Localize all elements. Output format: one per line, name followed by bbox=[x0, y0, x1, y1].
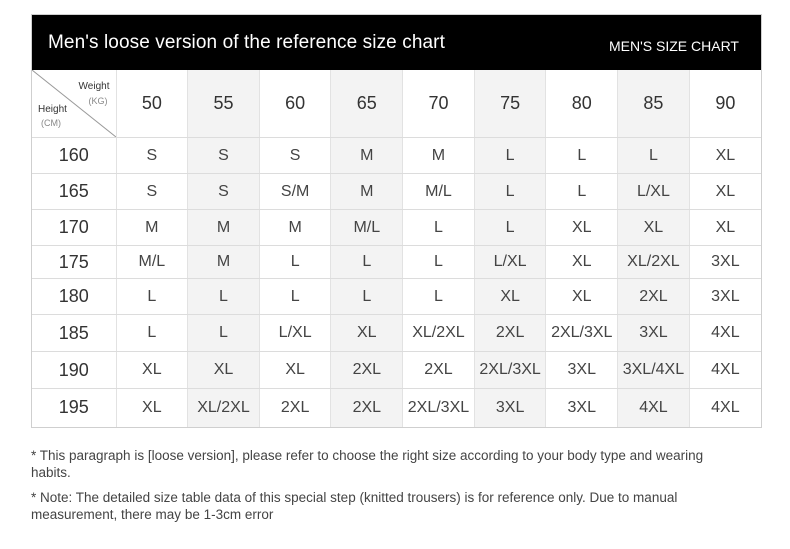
size-cell: 4XL bbox=[689, 315, 761, 352]
size-cell: XL bbox=[259, 352, 331, 389]
table-row bbox=[32, 352, 761, 389]
weight-header-75: 75 bbox=[474, 70, 546, 138]
size-cell: 2XL bbox=[474, 315, 546, 352]
size-cell: L bbox=[474, 210, 546, 246]
size-cell: 3XL bbox=[474, 389, 546, 427]
size-cell: 2XL bbox=[331, 352, 403, 389]
size-cell: S bbox=[188, 174, 260, 210]
size-cell: 4XL bbox=[711, 398, 740, 416]
height-cell: 175 bbox=[32, 246, 116, 279]
size-cell: XL bbox=[618, 210, 690, 246]
size-cell: L bbox=[116, 315, 188, 352]
notes bbox=[31, 447, 731, 531]
size-cell: L/XL bbox=[259, 315, 331, 352]
size-cell: L bbox=[474, 138, 546, 174]
note-measurement: * Note: The detailed size table data of this special step (knitted trousers) is for reference only. Due to manual measurement, there may be 1-3cm error bbox=[31, 490, 678, 522]
chart-subtitle: MEN'S SIZE CHART bbox=[609, 37, 739, 54]
size-cell: 2XL bbox=[259, 389, 331, 427]
size-cell: M/L bbox=[403, 174, 475, 210]
size-cell: M/L bbox=[331, 210, 403, 246]
size-cell: L/XL bbox=[618, 174, 690, 210]
size-cell: 4XL bbox=[618, 389, 690, 427]
size-cell: 3XL/4XL bbox=[618, 352, 690, 389]
weight-header-90: 90 bbox=[689, 70, 761, 138]
size-cell: 3XL bbox=[618, 315, 690, 352]
size-cell: L/XL bbox=[474, 246, 546, 279]
size-cell: 3XL bbox=[689, 246, 761, 279]
size-cell: S bbox=[188, 138, 260, 174]
weight-header-60: 60 bbox=[259, 70, 331, 138]
table-row bbox=[32, 315, 761, 352]
table-row bbox=[32, 389, 761, 427]
size-cell: XL bbox=[331, 315, 403, 352]
height-cell: 165 bbox=[32, 174, 116, 210]
size-cell: S bbox=[116, 174, 188, 210]
size-cell: 2XL bbox=[403, 352, 475, 389]
size-cell: 3XL bbox=[546, 352, 618, 389]
size-cell: M/L bbox=[116, 246, 188, 279]
height-cell: 180 bbox=[32, 279, 116, 315]
size-cell: M bbox=[331, 138, 403, 174]
size-cell: XL bbox=[689, 174, 761, 210]
size-cell: XL bbox=[546, 246, 618, 279]
size-cell: M bbox=[188, 210, 260, 246]
size-cell: L bbox=[259, 246, 331, 279]
size-cell: L bbox=[618, 138, 690, 174]
size-cell: S bbox=[116, 138, 188, 174]
height-axis-label: Height bbox=[38, 104, 67, 115]
size-cell: 2XL/3XL bbox=[403, 389, 475, 427]
size-cell: 4XL bbox=[689, 352, 761, 389]
corner-cell bbox=[32, 70, 116, 138]
table-row bbox=[32, 279, 761, 315]
size-cell: XL bbox=[689, 210, 761, 246]
height-cell: 195 bbox=[32, 389, 116, 427]
size-cell: 2XL/3XL bbox=[474, 352, 546, 389]
weight-axis-label: Weight bbox=[78, 81, 110, 92]
size-cell: L bbox=[474, 174, 546, 210]
size-cell: L bbox=[259, 279, 331, 315]
size-cell: L bbox=[546, 174, 618, 210]
size-table-body bbox=[32, 138, 761, 427]
size-cell: M bbox=[259, 210, 331, 246]
size-cell: S/M bbox=[259, 174, 331, 210]
size-cell: L bbox=[546, 138, 618, 174]
size-cell: XL/2XL bbox=[403, 315, 475, 352]
chart-title: Men's loose version of the reference size chart bbox=[48, 31, 445, 53]
weight-unit-label: (KG) bbox=[88, 96, 108, 106]
size-cell: L bbox=[188, 279, 260, 315]
size-cell: XL/2XL bbox=[618, 246, 690, 279]
size-cell: L bbox=[403, 246, 475, 279]
size-cell: S bbox=[259, 138, 331, 174]
weight-header-55: 55 bbox=[188, 70, 260, 138]
size-table bbox=[32, 70, 761, 427]
weight-header-70: 70 bbox=[403, 70, 475, 138]
size-cell: XL bbox=[546, 279, 618, 315]
size-cell: 2XL bbox=[618, 279, 690, 315]
height-unit-label: (CM) bbox=[41, 118, 61, 128]
size-cell: L bbox=[403, 279, 475, 315]
chart-header bbox=[32, 15, 761, 70]
table-row bbox=[32, 210, 761, 246]
size-cell: XL bbox=[188, 352, 260, 389]
size-cell: 2XL bbox=[331, 389, 403, 427]
weight-header-65: 65 bbox=[331, 70, 403, 138]
size-cell: 3XL bbox=[546, 389, 618, 427]
table-row bbox=[32, 246, 761, 279]
height-cell: 170 bbox=[32, 210, 116, 246]
height-cell: 190 bbox=[32, 352, 116, 389]
weight-header-80: 80 bbox=[546, 70, 618, 138]
size-cell: L bbox=[116, 279, 188, 315]
size-cell: 2XL/3XL bbox=[546, 315, 618, 352]
size-cell: M bbox=[116, 210, 188, 246]
size-cell: XL bbox=[474, 279, 546, 315]
size-cell: XL bbox=[116, 352, 188, 389]
size-cell: M bbox=[188, 246, 260, 279]
height-cell: 160 bbox=[32, 138, 116, 174]
size-cell: XL bbox=[116, 389, 188, 427]
weight-header-50: 50 bbox=[116, 70, 188, 138]
size-cell: XL/2XL bbox=[188, 389, 260, 427]
size-cell: M bbox=[403, 138, 475, 174]
note-loose-version: * This paragraph is [loose version], please refer to choose the right size according to your body type and wearing habits. bbox=[31, 448, 704, 480]
size-cell: 3XL bbox=[689, 279, 761, 315]
size-cell: XL bbox=[546, 210, 618, 246]
size-chart bbox=[31, 14, 762, 428]
size-cell: L bbox=[188, 315, 260, 352]
table-row bbox=[32, 174, 761, 210]
size-cell: L bbox=[331, 279, 403, 315]
weight-header-row bbox=[32, 70, 761, 138]
weight-header-85: 85 bbox=[618, 70, 690, 138]
size-cell: L bbox=[403, 210, 475, 246]
size-cell: M bbox=[331, 174, 403, 210]
size-cell: XL bbox=[689, 138, 761, 174]
size-cell: L bbox=[331, 246, 403, 279]
height-cell: 185 bbox=[32, 315, 116, 352]
table-row bbox=[32, 138, 761, 174]
